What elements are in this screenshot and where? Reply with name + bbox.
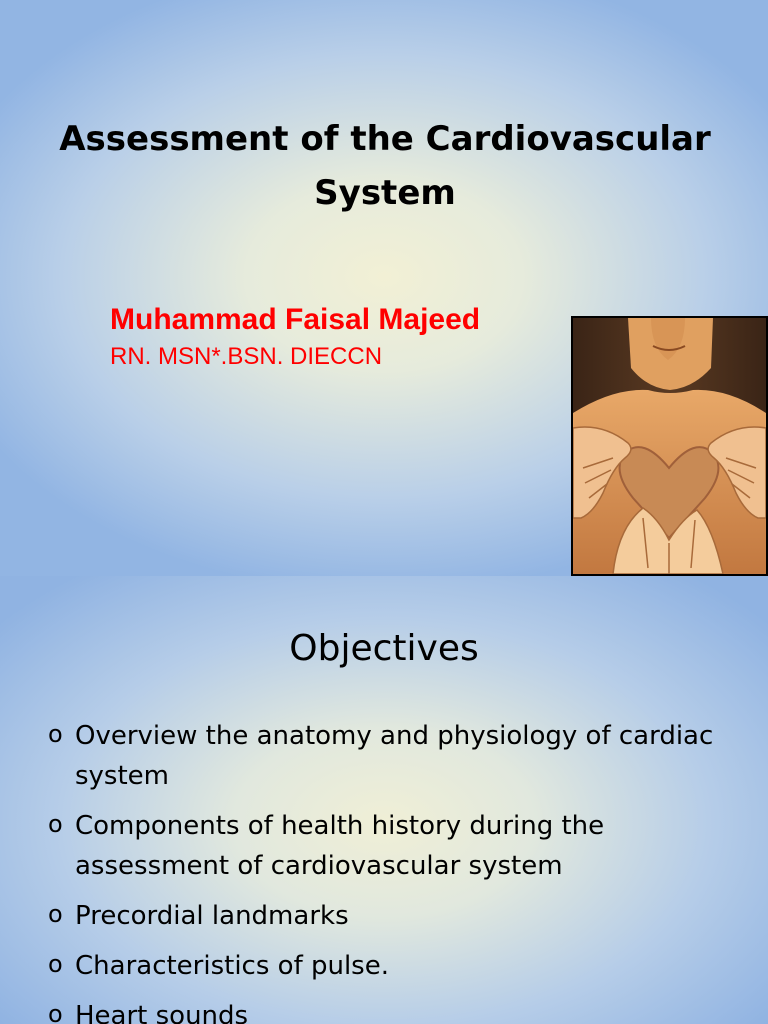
list-item — [48, 716, 748, 796]
slide-title: Assessment of the Cardiovascular System — [59, 119, 711, 213]
heart-hands-illustration — [571, 316, 768, 576]
bullet-icon: o — [48, 810, 63, 838]
list-item-text: Overview the anatomy and physiology of cardiac system — [75, 721, 714, 791]
author-credentials: RN. MSN*.BSN. DIECCN — [110, 343, 383, 370]
list-item-text: Characteristics of pulse. — [75, 951, 389, 981]
bullet-icon: o — [48, 1000, 63, 1024]
list-item — [48, 946, 748, 986]
list-item-text: Components of health history during the assessment of cardiovascular system — [75, 811, 605, 881]
list-item — [48, 806, 748, 886]
objectives-title: Objectives — [289, 628, 479, 669]
objectives-slide — [0, 576, 768, 1024]
objectives-list — [48, 716, 748, 1024]
bullet-icon: o — [48, 720, 63, 748]
author-name: Muhammad Faisal Majeed — [110, 303, 481, 336]
list-item — [48, 896, 748, 936]
list-item-text: Precordial landmarks — [75, 901, 349, 931]
bullet-icon: o — [48, 900, 63, 928]
bullet-icon: o — [48, 950, 63, 978]
list-item — [48, 996, 748, 1024]
list-item-text: Heart sounds — [75, 1001, 249, 1024]
heart-hands-icon — [573, 318, 766, 574]
